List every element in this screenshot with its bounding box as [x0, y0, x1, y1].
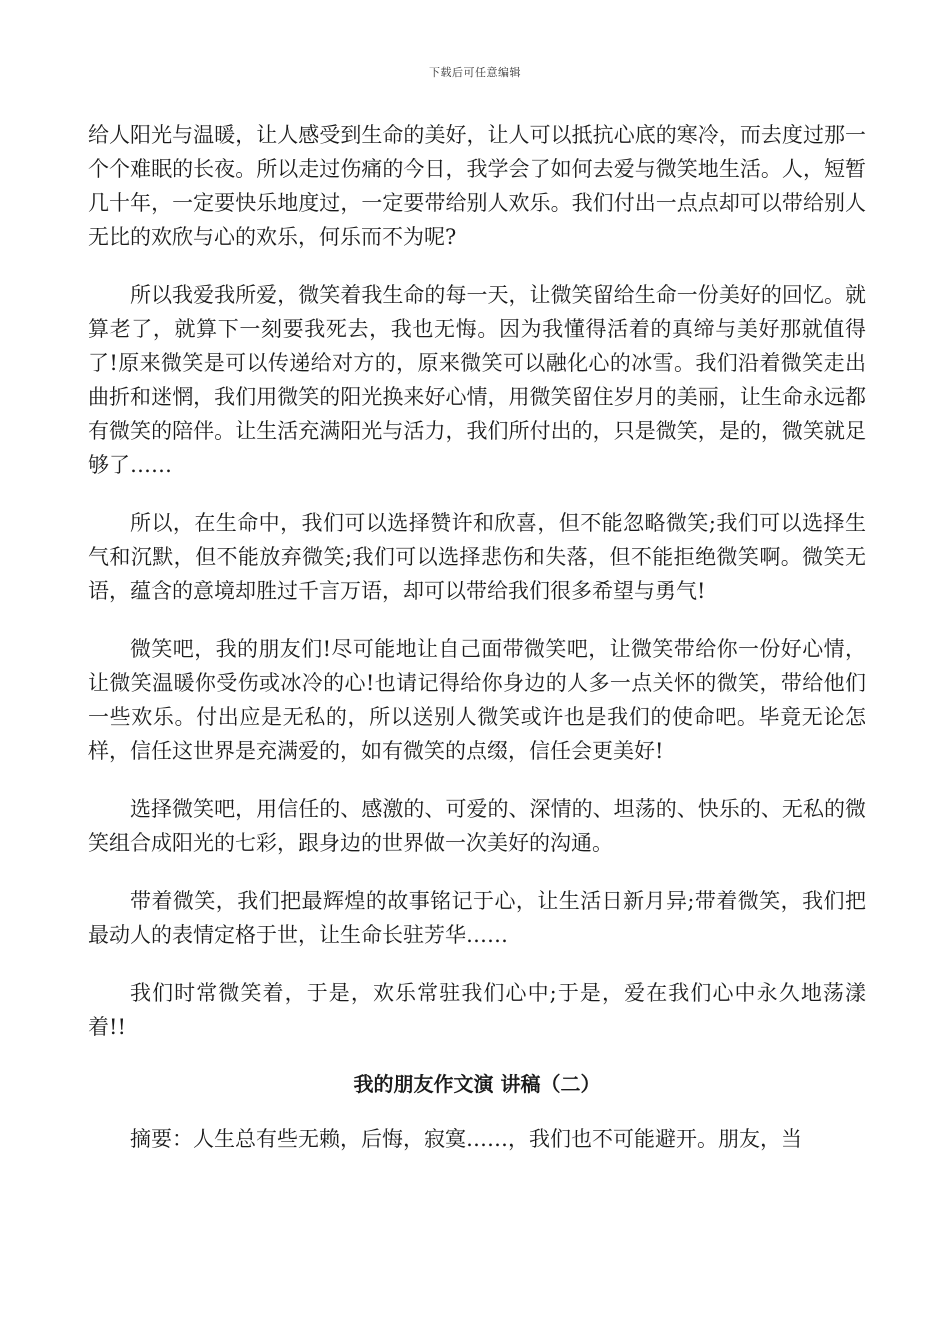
paragraph-abstract: 摘要：人生总有些无赖，后悔，寂寞……，我们也不可能避开。朋友，当 [130, 1127, 802, 1151]
paragraph-5: 选择微笑吧，用信任的、感激的、可爱的、深情的、坦荡的、快乐的、无私的微笑组合成阳光的七彩，跟身边的世界做一次美好的沟通。 [88, 797, 866, 855]
paragraph-2: 所以我爱我所爱，微笑着我生命的每一天，让微笑留给生命一份美好的回忆。就算老了，就算下一刻要我死去，我也无悔。因为我懂得活着的真缔与美好那就值得了!原来微笑是可以传递给对方的，原来微笑可以融化心的冰雪。我们沿着微笑走出曲折和迷惘，我们用微笑的阳光换来好心情，用微笑留住岁月的美丽，让生命永远都有微笑的陪伴。让生活充满阳光与活力，我们所付出的，只是微笑，是的，微笑就足够了…… [88, 283, 866, 477]
paragraph-1: 给人阳光与温暖，让人感受到生命的美好，让人可以抵抗心底的寒冷，而去度过那一个个难眠的长夜。所以走过伤痛的今日，我学会了如何去爱与微笑地生活。人，短暂几十年，一定要快乐地度过，一定要带给别人欢乐。我们付出一点点却可以带给别人无比的欢欣与心的欢乐，何乐而不为呢? [88, 123, 866, 249]
paragraph-4: 微笑吧，我的朋友们!尽可能地让自己面带微笑吧，让微笑带给你一份好心情，让微笑温暖你受伤或冰冷的心!也请记得给你身边的人多一点关怀的微笑，带给他们一些欢乐。付出应是无私的，所以送别人微笑或许也是我们的使命吧。毕竟无论怎样，信任这世界是充满爱的，如有微笑的点缀，信任会更美好! [88, 637, 866, 763]
section-title: 我的朋友作文演 讲稿（二） [353, 1072, 601, 1096]
paragraph-6: 带着微笑，我们把最辉煌的故事铭记于心，让生活日新月异;带着微笑，我们把最动人的表情定格于世，让生命长驻芳华…… [88, 889, 866, 947]
paragraph-3: 所以，在生命中，我们可以选择赞许和欣喜，但不能忽略微笑;我们可以选择生气和沉默，但不能放弃微笑;我们可以选择悲伤和失落，但不能拒绝微笑啊。微笑无语，蕴含的意境却胜过千言万语，却可以带给我们很多希望与勇气! [88, 511, 866, 603]
paragraph-7: 我们时常微笑着，于是，欢乐常驻我们心中;于是，爱在我们心中永久地荡漾着!! [88, 981, 866, 1039]
page-header: 下载后可任意编辑 [429, 66, 521, 79]
document-body [88, 118, 866, 1180]
